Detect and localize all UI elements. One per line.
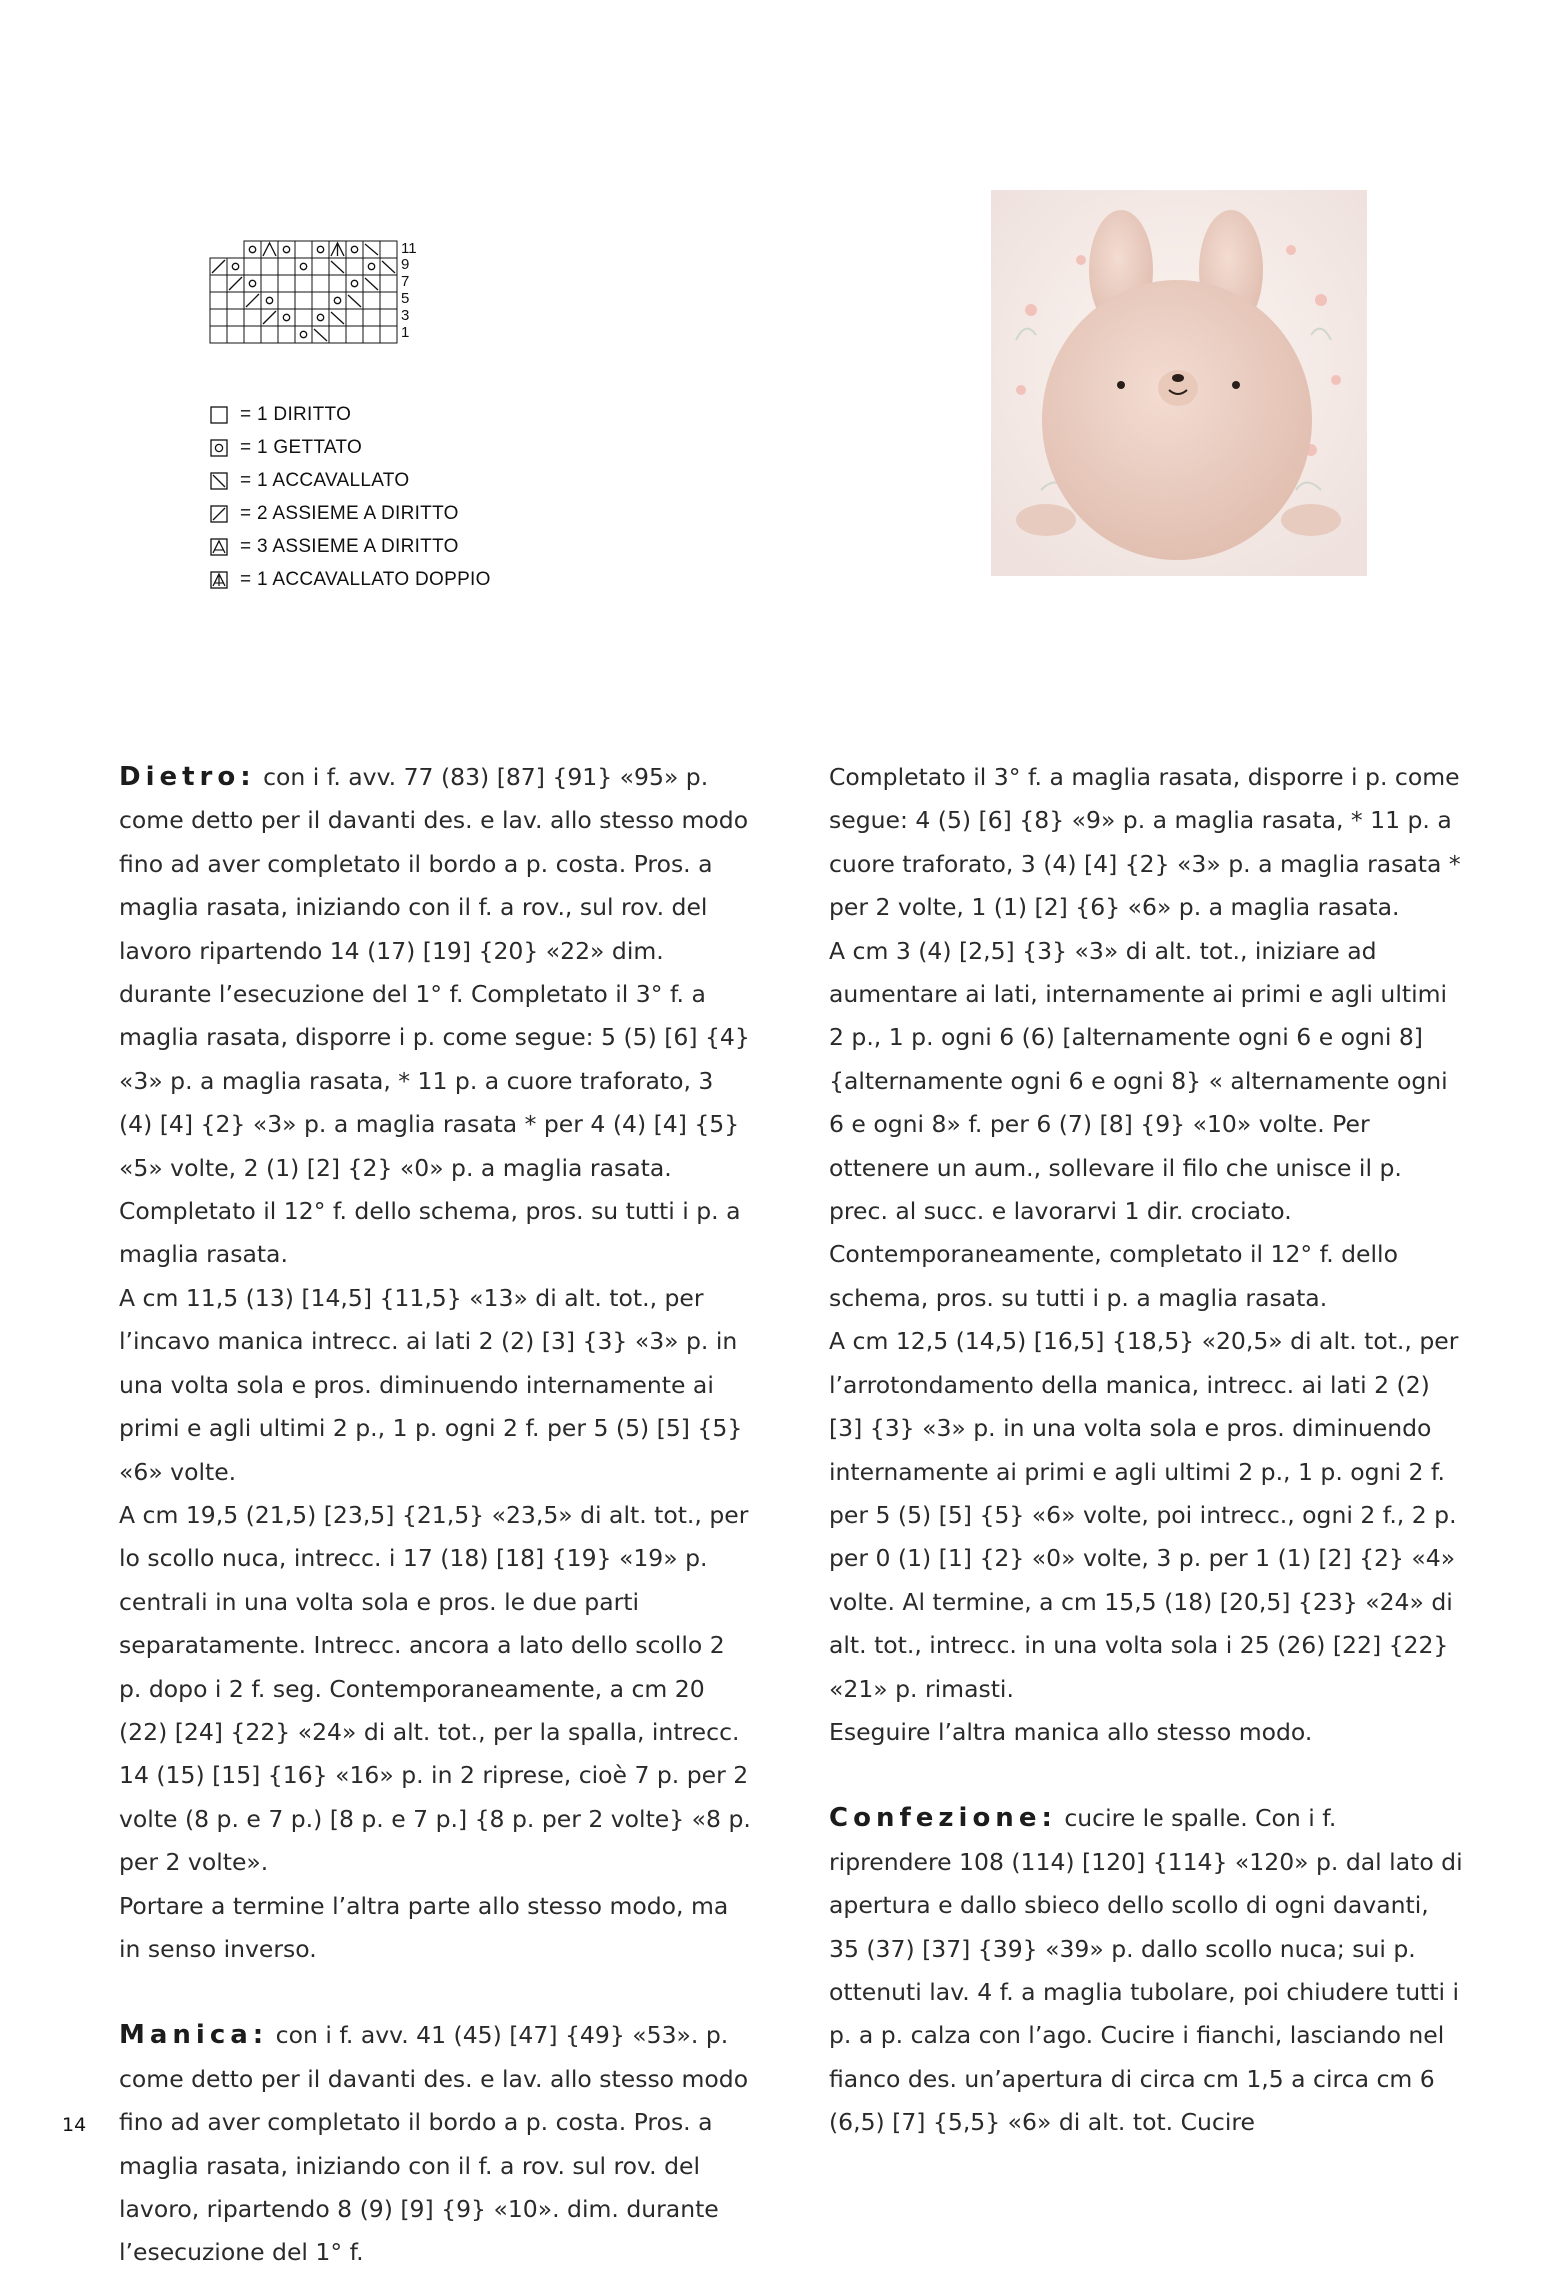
yo-symbol [351,246,357,252]
row-number: 11 [401,240,417,257]
chart-legend [210,398,491,596]
k2tog-icon [210,505,228,523]
body-text: A cm 3 (4) [2,5] {3} «3» di alt. tot., iniziare ad aumentare ai lati, internamente ai primi e agli ultimi 2 p., 1 p. ogni 6 (6) [alternamente ogni 6 e ogni 8] {alternamente ogni 6 e ogni 8} « alternamente ogni 6 e ogni 8» f. per 6 (7) [8] {9} «10» volte. Per ottenere un aum., sollevare il filo che unisce il p. prec. al succ. e lavorarvi 1 dir. crociato. Contemporaneamente, completato il 12° f. dello schema, pros. su tutti i p. a maglia rasata. [829,936,1448,1312]
row-number: 5 [401,290,410,307]
legend-label: = 1 ACCAVALLATO DOPPIO [240,568,491,590]
right-column [829,756,1464,2145]
row-number: 1 [401,324,410,341]
yarn-over-icon [210,439,228,457]
legend-item-ssk [210,464,491,497]
body-text: A cm 12,5 (14,5) [16,5] {18,5} «20,5» di alt. tot., per l’arrotondamento della manica, intrecc. ai lati 2 (2) [3] {3} «3» p. in una volta sola e pros. diminuendo internamente ai primi e agli ultimi 2 p., 1 p. ogni 2 f. per 5 (5) [5] {5} «6» volte, poi intrecc., ogni 2 f., 2 p. per 0 (1) [1] {2} «0» volte, 3 p. per 1 (1) [2] {2} «4» volte. Al termine, a cm 15,5 (18) [20,5] {23} «24» di alt. tot., intrecc. in una volta sola i 25 (26) [22] {22} «21» p. rimasti. [829,1327,1459,1703]
knit-icon [210,406,228,424]
section-heading-confezione: Confezione: [829,1803,1057,1834]
legend-label: = 3 ASSIEME A DIRITTO [240,535,459,557]
yo-symbol [249,246,255,252]
knitting-chart [210,237,417,353]
chart-grid [210,237,417,349]
legend-label: = 1 DIRITTO [240,403,352,425]
bunny-photo-illustration [991,190,1367,576]
legend-item-k2tog [210,497,491,530]
page-number: 14 [62,2114,87,2136]
bunny-toy-photo [991,190,1367,576]
body-text: A cm 19,5 (21,5) [23,5] {21,5} «23,5» di alt. tot., per lo scollo nuca, intrecc. i 17 (18) [18] {19} «19» p. centrali in una volta sola e pros. le due parti separatamente. Intrecc. ancora a lato dello scollo 2 p. dopo i 2 f. seg. Contemporaneamente, a cm 20 (22) [24] {22} «24» di alt. tot., per la spalla, intrecc. 14 (15) [15] {16} «16» p. in 2 riprese, cioè 7 p. per 2 volte (8 p. e 7 p.) [8 p. e 7 p.] {8 p. per 2 volte} «8 p. per 2 volte». [119,1500,751,1877]
body-text: Portare a termine l’altra parte allo stesso modo, ma in senso inverso. [119,1891,729,1963]
legend-item-knit [210,398,491,431]
legend-item-double-decrease [210,563,491,596]
legend-label: = 2 ASSIEME A DIRITTO [240,502,459,524]
body-text: Eseguire l’altra manica allo stesso modo. [829,1717,1313,1746]
confezione-paragraph [829,1797,1464,2144]
ssk-mark [365,244,378,255]
row-number: 3 [401,307,410,324]
ssk-icon [210,472,228,490]
body-text: Completato il 12° f. dello schema, pros. su tutti i p. a maglia rasata. [119,1197,741,1269]
legend-item-yarn-over [210,431,491,464]
chart-body-frame [210,258,397,343]
body-text: cucire le spalle. Con i f. riprendere 108 (114) [120] {114} «120» p. dal lato di apertura e dallo sbieco dello scollo di ogni davanti, 35 (37) [37] {39} «39» p. dallo scollo nuca; sui p. ottenuti lav. 4 f. a maglia tubolare, poi chiudere tutti i p. a p. calza con l’ago. Cucire i fianchi, lasciando nel fianco des. un’apertura di circa cm 1,5 a circa cm 6 (6,5) [7] {5,5} «6» di alt. tot. Cucire [829,1804,1463,2137]
dietro-paragraph [119,756,754,1190]
legend-label: = 1 GETTATO [240,436,363,458]
legend-label: = 1 ACCAVALLATO [240,469,410,491]
row-number: 7 [401,273,410,290]
body-text: Completato il 3° f. a maglia rasata, disporre i p. come segue: 4 (5) [6] {8} «9» p. a maglia rasata, * 11 p. a cuore traforato, 3 (4) [4] {2} «3» p. a maglia rasata * per 2 volte, 1 (1) [2] {6} «6» p. a maglia rasata. [829,763,1461,922]
k3tog-icon [210,538,228,556]
manica-paragraph [119,2014,754,2274]
legend-item-k3tog [210,530,491,563]
section-heading-dietro: Dietro: [119,762,256,792]
body-text: con i f. avv. 77 (83) [87] {91} «95» p. come detto per il davanti des. e lav. allo stesso modo fino ad aver completato il bordo a p. costa. Pros. a maglia rasata, iniziando con il f. a rov., sul rov. del lavoro ripartendo 14 (17) [19] {20} «22» dim. durante l’esecuzione del 1° f. Completato il 3° f. a maglia rasata, disporre i p. come segue: 5 (5) [6] {4} «3» p. a maglia rasata, * 11 p. a cuore traforato, 3 (4) [4] {2} «3» p. a maglia rasata * per 4 (4) [4] {5} «5» volte, 2 (1) [2] {2} «0» p. a maglia rasata. [119,763,750,1182]
left-column [119,756,754,2275]
row-number: 9 [401,256,410,273]
section-heading-manica: Manica: [119,2020,269,2051]
double-decrease-icon [210,571,228,589]
body-text: con i f. avv. 41 (45) [47] {49} «53». p. come detto per il davanti des. e lav. allo stesso modo fino ad aver completato il bordo a p. costa. Pros. a maglia rasata, iniziando con il f. a rov. sul rov. del lavoro, ripartendo 8 (9) [9] {9} «10». dim. durante l’esecuzione del 1° f. [119,2021,749,2267]
k3tog-mark [263,243,276,256]
yo-symbol [283,246,289,252]
yo-symbol [317,246,323,252]
body-text: A cm 11,5 (13) [14,5] {11,5} «13» di alt. tot., per l’incavo manica intrecc. ai lati 2 (2) [3] {3} «3» p. in una volta sola e pros. diminuendo internamente ai primi e agli ultimi 2 p., 1 p. ogni 2 f. per 5 (5) [5] {5} «6» volte. [119,1283,743,1486]
